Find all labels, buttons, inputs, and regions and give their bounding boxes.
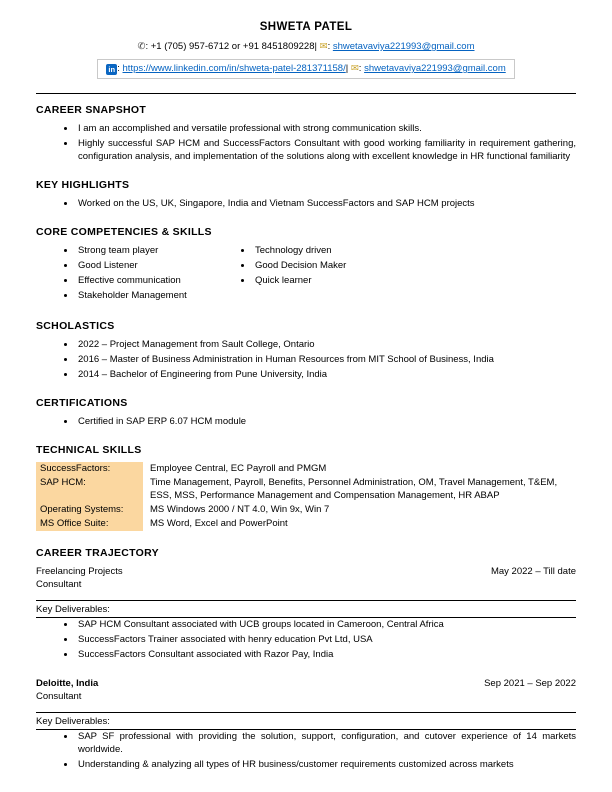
- section-title-key-highlights: KEY HIGHLIGHTS: [36, 179, 130, 191]
- job-dates: Sep 2021 – Sep 2022: [484, 678, 576, 689]
- section-career-trajectory: [36, 547, 576, 771]
- skill-value: MS Word, Excel and PowerPoint: [150, 518, 288, 529]
- skill-category: SuccessFactors:: [36, 462, 143, 476]
- candidate-name: SHWETA PATEL: [259, 21, 353, 33]
- linkedin-icon: in: [106, 64, 117, 75]
- contact-line-linkedin-email: [97, 59, 515, 79]
- technical-skills-table: [36, 462, 576, 531]
- job-header: [36, 565, 576, 578]
- table-row: [36, 503, 576, 517]
- certifications-list: [36, 415, 576, 428]
- list-item: • Understanding & analyzing all types of HR business/customer requirements customized across markets: [76, 758, 576, 771]
- contact-line-2-wrap: [36, 53, 576, 79]
- job-deliverables-list: [36, 618, 576, 661]
- key-highlights-list: [36, 197, 576, 210]
- pipe-separator: |: [345, 63, 349, 74]
- list-item: • I am an accomplished and versatile professional with strong communication skills.: [76, 122, 576, 135]
- section-title-certifications: CERTIFICATIONS: [36, 397, 128, 409]
- list-item: • Highly successful SAP HCM and SuccessFactors Consultant with good working familiarity in requirement gathering, configuration analysis, and implementation of the solutions along with excellent knowledge in HR functional familiarity: [76, 137, 576, 163]
- section-certifications: [36, 397, 576, 428]
- section-core-competencies: [36, 226, 576, 304]
- section-title-core-competencies: CORE COMPETENCIES & SKILLS: [36, 226, 212, 238]
- email-colon: :: [327, 41, 331, 52]
- section-title-technical-skills: TECHNICAL SKILLS: [36, 444, 142, 456]
- list-item: • SAP SF professional with providing the solution, support, configuration, and cutover experience of 14 markets worldwide.: [76, 730, 576, 756]
- list-item: • Certified in SAP ERP 6.07 HCM module: [76, 415, 576, 428]
- job-entry: [36, 565, 576, 661]
- list-item: • Good Decision Maker: [253, 259, 346, 272]
- list-item: • SuccessFactors Trainer associated with henry education Pvt Ltd, USA: [76, 633, 576, 646]
- list-item: • 2022 – Project Management from Sault College, Ontario: [76, 338, 576, 351]
- email-link[interactable]: shwetavaviya221993@gmail.com: [332, 41, 475, 52]
- key-deliverables-label: Key Deliverables:: [36, 600, 576, 618]
- section-title-scholastics: SCHOLASTICS: [36, 320, 115, 332]
- section-scholastics: [36, 320, 576, 381]
- table-row: [36, 462, 576, 476]
- section-career-snapshot: [36, 104, 576, 163]
- key-deliverables-label: Key Deliverables:: [36, 712, 576, 730]
- section-title-career-snapshot: CAREER SNAPSHOT: [36, 104, 147, 116]
- skill-value: MS Windows 2000 / NT 4.0, Win 9x, Win 7: [150, 504, 330, 515]
- list-item: • Stakeholder Management: [76, 289, 216, 302]
- contact-line-phone-email: [36, 40, 576, 53]
- section-key-highlights: [36, 179, 576, 210]
- job-role: Consultant: [36, 579, 82, 590]
- phone-icon: ✆: [137, 41, 146, 52]
- skill-category: SAP HCM:: [36, 476, 143, 503]
- list-item: • Effective communication: [76, 274, 216, 287]
- list-item: • SuccessFactors Consultant associated with Razor Pay, India: [76, 648, 576, 661]
- scholastics-list: [36, 338, 576, 381]
- skill-category: MS Office Suite:: [36, 517, 143, 531]
- skill-category: Operating Systems:: [36, 503, 143, 517]
- header: [36, 20, 576, 94]
- list-item: • Strong team player: [76, 244, 216, 257]
- linkedin-colon: :: [117, 63, 120, 74]
- section-technical-skills: [36, 444, 576, 531]
- section-title-career-trajectory: CAREER TRAJECTORY: [36, 547, 159, 559]
- list-item: • 2014 – Bachelor of Engineering from Pune University, India: [76, 368, 576, 381]
- competencies-columns: [36, 244, 576, 304]
- table-row: [36, 517, 576, 531]
- job-entry: [36, 677, 576, 771]
- list-item: • Technology driven: [253, 244, 346, 257]
- job-dates: May 2022 – Till date: [490, 566, 576, 577]
- competencies-column-1: [36, 244, 216, 304]
- job-header: [36, 677, 576, 690]
- job-role: Consultant: [36, 691, 82, 702]
- list-item: • Good Listener: [76, 259, 216, 272]
- table-row: [36, 476, 576, 503]
- list-item: • Quick learner: [253, 274, 346, 287]
- career-snapshot-list: [36, 122, 576, 163]
- list-item: • Worked on the US, UK, Singapore, India and Vietnam SuccessFactors and SAP HCM projects: [76, 197, 576, 210]
- skill-value: Employee Central, EC Payroll and PMGM: [150, 463, 327, 474]
- email-colon: :: [358, 63, 362, 74]
- linkedin-link[interactable]: https://www.linkedin.com/in/shweta-patel-281371158/: [122, 63, 346, 74]
- list-item: • SAP HCM Consultant associated with UCB groups located in Cameroon, Central Africa: [76, 618, 576, 631]
- skill-value: Time Management, Payroll, Benefits, Personnel Administration, OM, Travel Management, T&EM, ESS, MSS, Performance Management and Compensation Management, HR ABAP: [150, 477, 558, 501]
- company-name: Deloitte, India: [36, 678, 99, 689]
- list-item: • 2016 – Master of Business Administration in Human Resources from MIT School of Business, India: [76, 353, 576, 366]
- phone-numbers: : +1 (705) 957-6712 or +91 8451809228|: [145, 41, 317, 52]
- email-icon: ✉: [319, 41, 328, 52]
- email-icon: ✉: [350, 63, 359, 74]
- competencies-column-2: [216, 244, 346, 304]
- job-deliverables-list: [36, 730, 576, 771]
- email-link[interactable]: shwetavaviya221993@gmail.com: [364, 63, 506, 74]
- company-name: Freelancing Projects: [36, 566, 123, 577]
